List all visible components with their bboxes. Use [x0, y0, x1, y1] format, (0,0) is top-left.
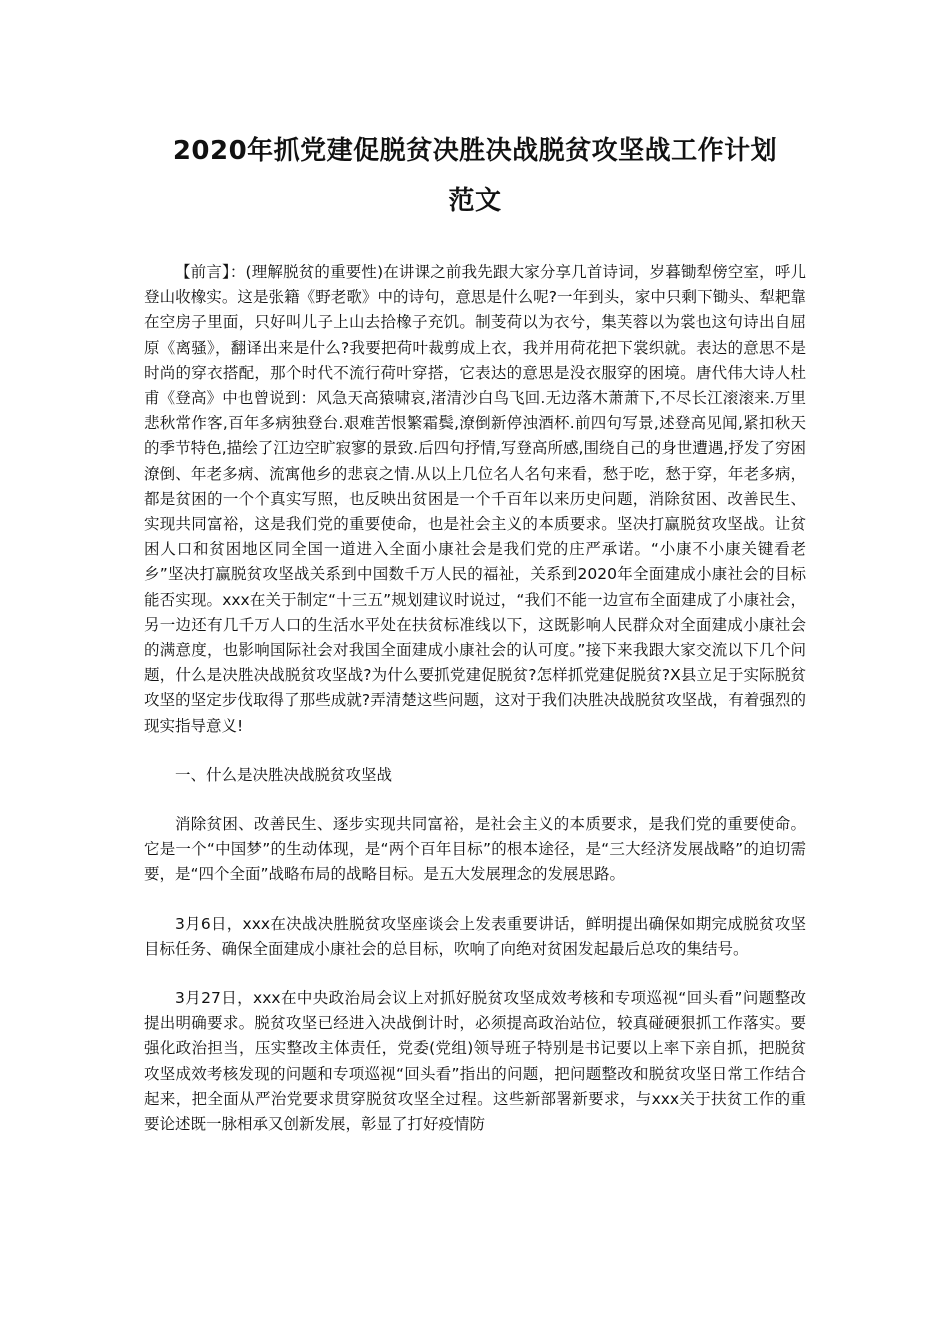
document-title: [144, 126, 806, 226]
document-body: [144, 260, 806, 1137]
title-line-1: 2020年抓党建促脱贫决胜决战脱贫攻坚战工作计划: [172, 136, 778, 166]
body-paragraph: 3月27日，xxx在中央政治局会议上对抓好脱贫攻坚成效考核和专项巡视“回头看”问题整改提出明确要求。脱贫攻坚已经进入决战倒计时，必须提高政治站位，较真碰硬狠抓工作落实。要强化政治担当，压实整改主体责任，党委(党组)领导班子特别是书记要以上率下亲自抓，把脱贫攻坚成效考核发现的问题和专项巡视“回头看”指出的问题，把问题整改和脱贫攻坚日常工作结合起来，把全面从严治党要求贯穿脱贫攻坚全过程。这些新部署新要求，与xxx关于扶贫工作的重要论述既一脉相承又创新发展，彰显了打好疫情防: [144, 989, 806, 1134]
body-paragraph: 消除贫困、改善民生、逐步实现共同富裕，是社会主义的本质要求，是我们党的重要使命。它是一个“中国梦”的生动体现，是“两个百年目标”的根本途径，是“三大经济发展战略”的迫切需要，是“四个全面”战略布局的战略目标。是五大发展理念的发展思路。: [144, 815, 806, 884]
title-line-2: 范文: [448, 186, 502, 216]
body-paragraph: 3月6日，xxx在决战决胜脱贫攻坚座谈会上发表重要讲话，鲜明提出确保如期完成脱贫攻坚目标任务、确保全面建成小康社会的总目标，吹响了向绝对贫困发起最后总攻的集结号。: [144, 914, 806, 958]
document-page: [144, 126, 806, 1137]
preface-paragraph: 【前言】：(理解脱贫的重要性)在讲课之前我先跟大家分享几首诗词，岁暮锄犁傍空室，呼儿登山收橡实。这是张籍《野老歌》中的诗句，意思是什么呢?一年到头，家中只剩下锄头、犁耙靠在空房子里面，只好叫儿子上山去拾橡子充饥。制芰荷以为衣兮，集芙蓉以为裳也这句诗出自屈原《离骚》，翻译出来是什么?我要把荷叶裁剪成上衣，我并用荷花把下裳织就。表达的意思不是时尚的穿衣搭配，那个时代不流行荷叶穿搭，它表达的意思是没衣服穿的困境。唐代伟大诗人杜甫《登高》中也曾说到：风急天高猿啸哀,渚清沙白鸟飞回.无边落木萧萧下,不尽长江滚滚来.万里悲秋常作客,百年多病独登台.艰难苦恨繁霜鬓,潦倒新停浊酒杯.前四句写景,述登高见闻,紧扣秋天的季节特色,描绘了江边空旷寂寥的景致.后四句抒情,写登高所感,围绕自己的身世遭遇,抒发了穷困潦倒、年老多病、流寓他乡的悲哀之情.从以上几位名人名句来看，愁于吃，愁于穿，年老多病，都是贫困的一个个真实写照，也反映出贫困是一个千百年以来历史问题，消除贫困、改善民生、实现共同富裕，这是我们党的重要使命，也是社会主义的本质要求。坚决打赢脱贫攻坚战。让贫困人口和贫困地区同全国一道进入全面小康社会是我们党的庄严承诺。“小康不小康关键看老乡”坚决打赢脱贫攻坚战关系到中国数千万人民的福祉，关系到2020年全面建成小康社会的目标能否实现。xxx在关于制定“十三五”规划建议时说过，“我们不能一边宣布全面建成了小康社会，另一边还有几千万人口的生活水平处在扶贫标准线以下，这既影响人民群众对全面建成小康社会的满意度，也影响国际社会对我国全面建成小康社会的认可度。”接下来我跟大家交流以下几个问题，什么是决胜决战脱贫攻坚战?为什么要抓党建促脱贫?怎样抓党建促脱贫?X县立足于实际脱贫攻坚的坚定步伐取得了那些成就?弄清楚这些问题，这对于我们决胜决战脱贫攻坚战，有着强烈的现实指导意义!: [144, 263, 806, 735]
section-heading: 一、什么是决胜决战脱贫攻坚战: [175, 765, 393, 784]
